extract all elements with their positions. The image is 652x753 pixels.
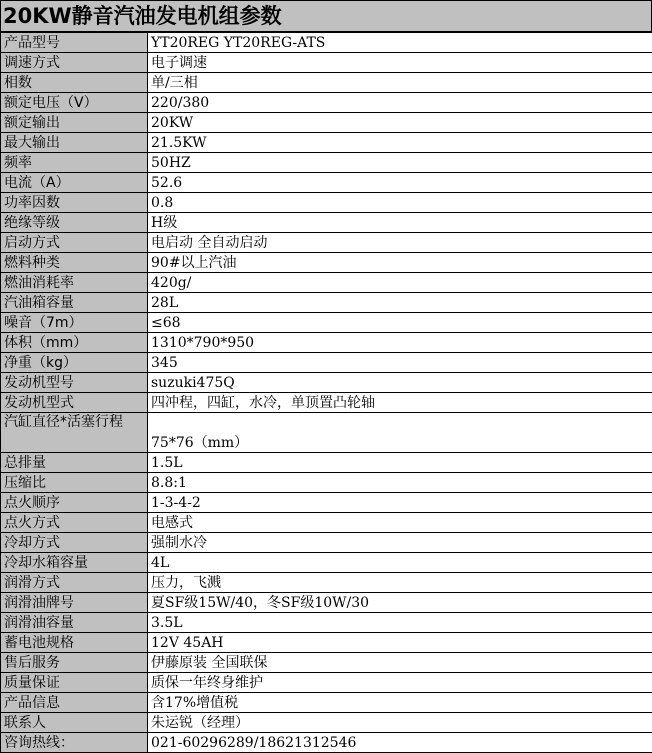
spec-value-cell: 3.5L [148,613,652,633]
spec-row [1,553,652,573]
spec-row [1,153,652,173]
spec-row [1,473,652,493]
spec-label-cell: 润滑油容量 [1,613,148,633]
spec-row [1,213,652,233]
spec-row [1,493,652,513]
spec-row [1,233,652,253]
spec-value-cell: 含17%增值税 [148,693,652,713]
sheet-title: 20KW静音汽油发电机组参数 [0,0,652,32]
spec-row [1,653,652,673]
spec-value-cell: YT20REG YT20REG-ATS [148,33,652,53]
spec-value-cell: 8.8:1 [148,473,652,493]
spec-label-cell: 压缩比 [1,473,148,493]
spec-value-cell: 0.8 [148,193,652,213]
spec-label-cell: 润滑油牌号 [1,593,148,613]
spec-row [1,593,652,613]
spec-row [1,733,652,753]
spec-label-cell: 最大输出 [1,133,148,153]
spec-label-cell: 汽油箱容量 [1,293,148,313]
spec-value-cell: 28L [148,293,652,313]
spec-value-cell: 1.5L [148,453,652,473]
spec-value-cell: 20KW [148,113,652,133]
spec-value-cell: 220/380 [148,93,652,113]
spec-label-cell: 频率 [1,153,148,173]
spec-value-cell: H级 [148,213,652,233]
spec-label-cell: 燃料种类 [1,253,148,273]
spec-value-cell: suzuki475Q [148,373,652,393]
spec-table [0,32,652,753]
spec-label-cell: 绝缘等级 [1,213,148,233]
spec-label-cell: 调速方式 [1,53,148,73]
spec-row [1,713,652,733]
spec-label-cell: 点火方式 [1,513,148,533]
spec-value-cell: ≤68 [148,313,652,333]
spec-value-cell: 420g/ [148,273,652,293]
spec-value-cell: 345 [148,353,652,373]
spec-row [1,413,652,453]
spec-label-cell: 售后服务 [1,653,148,673]
spec-row [1,133,652,153]
spec-label-cell: 产品信息 [1,693,148,713]
spec-value-cell: 朱运锐（经理） [148,713,652,733]
spec-row [1,673,652,693]
spec-row [1,293,652,313]
spec-row [1,453,652,473]
spec-row [1,173,652,193]
spec-row [1,333,652,353]
spec-value-cell: 夏SF级15W/40，冬SF级10W/30 [148,593,652,613]
spec-row [1,353,652,373]
spec-row [1,273,652,293]
spec-row [1,513,652,533]
spec-label-cell: 冷却方式 [1,533,148,553]
spec-label-cell: 发动机型号 [1,373,148,393]
spec-row [1,693,652,713]
spec-label-cell: 功率因数 [1,193,148,213]
spec-value-cell: 电感式 [148,513,652,533]
spec-row [1,113,652,133]
spec-value-cell: 强制水冷 [148,533,652,553]
spec-row [1,33,652,53]
spec-value-cell: 021-60296289/18621312546 [148,733,652,753]
spec-label-cell: 体积（mm） [1,333,148,353]
spec-row [1,53,652,73]
spec-value-cell: 12V 45AH [148,633,652,653]
spec-label-cell: 咨询热线： [1,733,148,753]
spec-row [1,193,652,213]
spec-row [1,613,652,633]
spec-table-body [1,33,652,753]
spec-label-cell: 额定电压（V） [1,93,148,113]
spec-row [1,533,652,553]
spec-value-cell: 电子调速 [148,53,652,73]
spec-row [1,73,652,93]
spec-value-cell: 1310*790*950 [148,333,652,353]
spec-label-cell: 电流（A） [1,173,148,193]
spec-value-cell: 伊藤原装 全国联保 [148,653,652,673]
spec-label-cell: 净重（kg） [1,353,148,373]
spec-row [1,93,652,113]
spec-row [1,373,652,393]
spec-label-cell: 噪音（7m） [1,313,148,333]
spec-value-cell: 四冲程，四缸，水冷，单顶置凸轮轴 [148,393,652,413]
spec-value-cell: 压力，飞溅 [148,573,652,593]
spec-value-cell: 21.5KW [148,133,652,153]
spec-row [1,313,652,333]
spec-value-cell: 1-3-4-2 [148,493,652,513]
spec-value-cell: 52.6 [148,173,652,193]
spec-label-cell: 润滑方式 [1,573,148,593]
spec-label-cell: 额定输出 [1,113,148,133]
spec-value-cell: 90#以上汽油 [148,253,652,273]
spec-row [1,253,652,273]
spec-label-cell: 质量保证 [1,673,148,693]
spec-value-cell: 电启动 全自动启动 [148,233,652,253]
spec-label-cell: 冷却水箱容量 [1,553,148,573]
spec-value-cell: 50HZ [148,153,652,173]
spec-value-cell: 质保一年终身维护 [148,673,652,693]
spec-row [1,633,652,653]
spec-row [1,573,652,593]
spec-value-cell: 单/三相 [148,73,652,93]
spec-value-cell: 4L [148,553,652,573]
spec-label-cell: 启动方式 [1,233,148,253]
spec-label-cell: 相数 [1,73,148,93]
spec-label-cell: 汽缸直径*活塞行程 [1,413,148,453]
spec-label-cell: 总排量 [1,453,148,473]
spec-label-cell: 发动机型式 [1,393,148,413]
spec-label-cell: 产品型号 [1,33,148,53]
spec-value-cell: 75*76（mm） [148,413,652,453]
spec-row [1,393,652,413]
spec-label-cell: 联系人 [1,713,148,733]
spec-label-cell: 燃油消耗率 [1,273,148,293]
spec-label-cell: 蓄电池规格 [1,633,148,653]
spec-label-cell: 点火顺序 [1,493,148,513]
